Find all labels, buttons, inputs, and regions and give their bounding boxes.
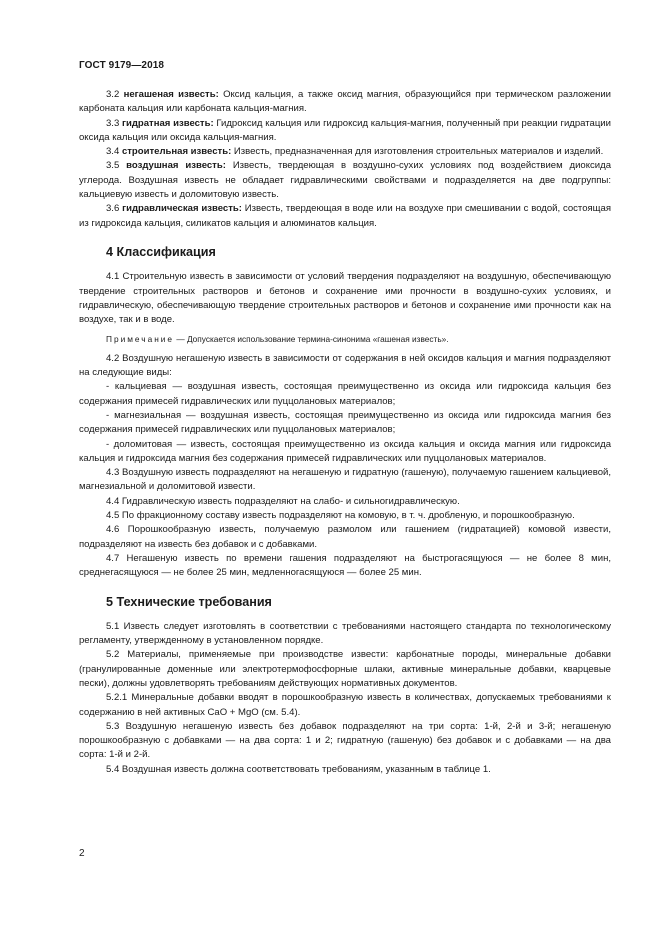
- list-item-dolomite: - доломитовая — известь, состоящая преимущественно из оксида кальция и оксида магния или гидроксида кальция и гидроксида магния без содержания примесей гидравлических или пуццолановых материалов.: [79, 438, 611, 464]
- definition-3-4: 3.4 строительная известь: Известь, предназначенная для изготовления строительных материалов и изделий.: [106, 146, 604, 158]
- list-item-calcium: - кальциевая — воздушная известь, состоящая преимущественно из оксида или гидроксида кальция без содержания примесей гидравлических или пуццолановых материалов;: [79, 381, 611, 407]
- definition-3-6: 3.6 гидравлическая известь: Известь, твердеющая в воде или на воздухе при смешивании с водой, состоящая из гидроксида кальция, силикатов кальция и алюминатов кальция.: [79, 203, 612, 229]
- note: [79, 332, 611, 346]
- list-item-magnesian: - магнезиальная — воздушная известь, состоящая преимущественно из оксида или гидроксида магния без содержания примесей гидравлических или пуццолановых материалов;: [79, 409, 611, 436]
- paragraph-4-6: 4.6 Порошкообразную известь, получаемую размолом или гашением (гидратацией) комовой извести, подразделяют на известь без добавок и с добавками.: [79, 524, 611, 550]
- paragraph-4-1: 4.1 Строительную известь в зависимости от условий твердения подразделяют на воздушную, обеспечивающую твердение строительных растворов и бетонов и сохранение ими прочности в воздушно-сухих условиях, и гидравлическую, обеспечивающую твердение строительных растворов и бетонов и сохранение ими прочности как на воздухе, так и в воде.: [79, 271, 611, 326]
- note-label: Примечание: [106, 334, 175, 345]
- paragraph-4-2: 4.2 Воздушную негашеную известь в зависимости от содержания в ней оксидов кальция и магния подразделяют на следующие виды:: [79, 352, 611, 379]
- standard-header: ГОСТ 9179—2018: [79, 60, 165, 71]
- note-text: — Допускается использование термина-синонима «гашеная известь».: [174, 334, 449, 345]
- definition-3-3: 3.3 гидратная известь: Гидроксид кальция или гидроксид кальция-магния, полученный при реакции гидратации оксида кальция или оксида кальция-магния.: [79, 117, 611, 143]
- paragraph-4-7: 4.7 Негашеную известь по времени гашения подразделяют на быстрогасящуюся — не более 8 мин, среднегасящуюся — не более 25 мин, медленногасящуюся — более 25 мин.: [79, 552, 611, 579]
- paragraph-5-2: 5.2 Материалы, применяемые при производстве извести: карбонатные породы, минеральные добавки (гранулированные доменные или электротермофосфорные шлаки, активные минеральные добавки, кварцевые пески), должны удовлетворять требованиям действующих нормативных документов.: [79, 649, 611, 689]
- definition-3-5: 3.5 воздушная известь: Известь, твердеющая в воздушно-сухих условиях под воздействием диоксида углерода. Воздушная известь не обладает гидравлическими свойствами и подразделяется на две подгруппы: кальциевую известь и доломитовую известь.: [79, 160, 612, 201]
- paragraph-4-4: 4.4 Гидравлическую известь подразделяют на слабо- и сильногидравлическую.: [106, 495, 460, 507]
- paragraph-5-4: 5.4 Воздушная известь должна соответствовать требованиям, указанным в таблице 1.: [106, 763, 491, 775]
- paragraph-5-1: 5.1 Известь следует изготовлять в соответствии с требованиями настоящего стандарта по технологическому регламенту, утвержденному в установленном порядке.: [79, 620, 611, 647]
- definition-3-2: 3.2 негашеная известь: Оксид кальция, а также оксид магния, образующийся при термическом разложении карбоната кальция или карбоната кальция-магния.: [79, 89, 611, 115]
- page-number: 2: [79, 848, 85, 859]
- section-5-heading: 5 Технические требования: [106, 594, 272, 609]
- section-4-heading: 4 Классификация: [106, 244, 216, 259]
- page-content: [79, 88, 611, 777]
- paragraph-4-3: 4.3 Воздушную известь подразделяют на негашеную и гидратную (гашеную), получаемую гашением кальциевой, магнезиальной и доломитовой извести.: [79, 467, 611, 493]
- paragraph-4-5: 4.5 По фракционному составу известь подразделяют на комовую, в т. ч. дробленую, и порошкообразную.: [106, 510, 575, 522]
- paragraph-5-3: 5.3 Воздушную негашеную известь без добавок подразделяют на три сорта: 1-й, 2-й и 3-й; негашеную порошкообразную с добавками — на два сорта: 1 и 2; гидратную (гашеную) без добавок и с добавками — на два сорта: 1-й и 2-й.: [79, 720, 611, 761]
- paragraph-5-2-1: 5.2.1 Минеральные добавки вводят в порошкообразную известь в количествах, допускаемых требованиями к содержанию в ней активных CaO + MgO (см. 5.4).: [79, 692, 611, 718]
